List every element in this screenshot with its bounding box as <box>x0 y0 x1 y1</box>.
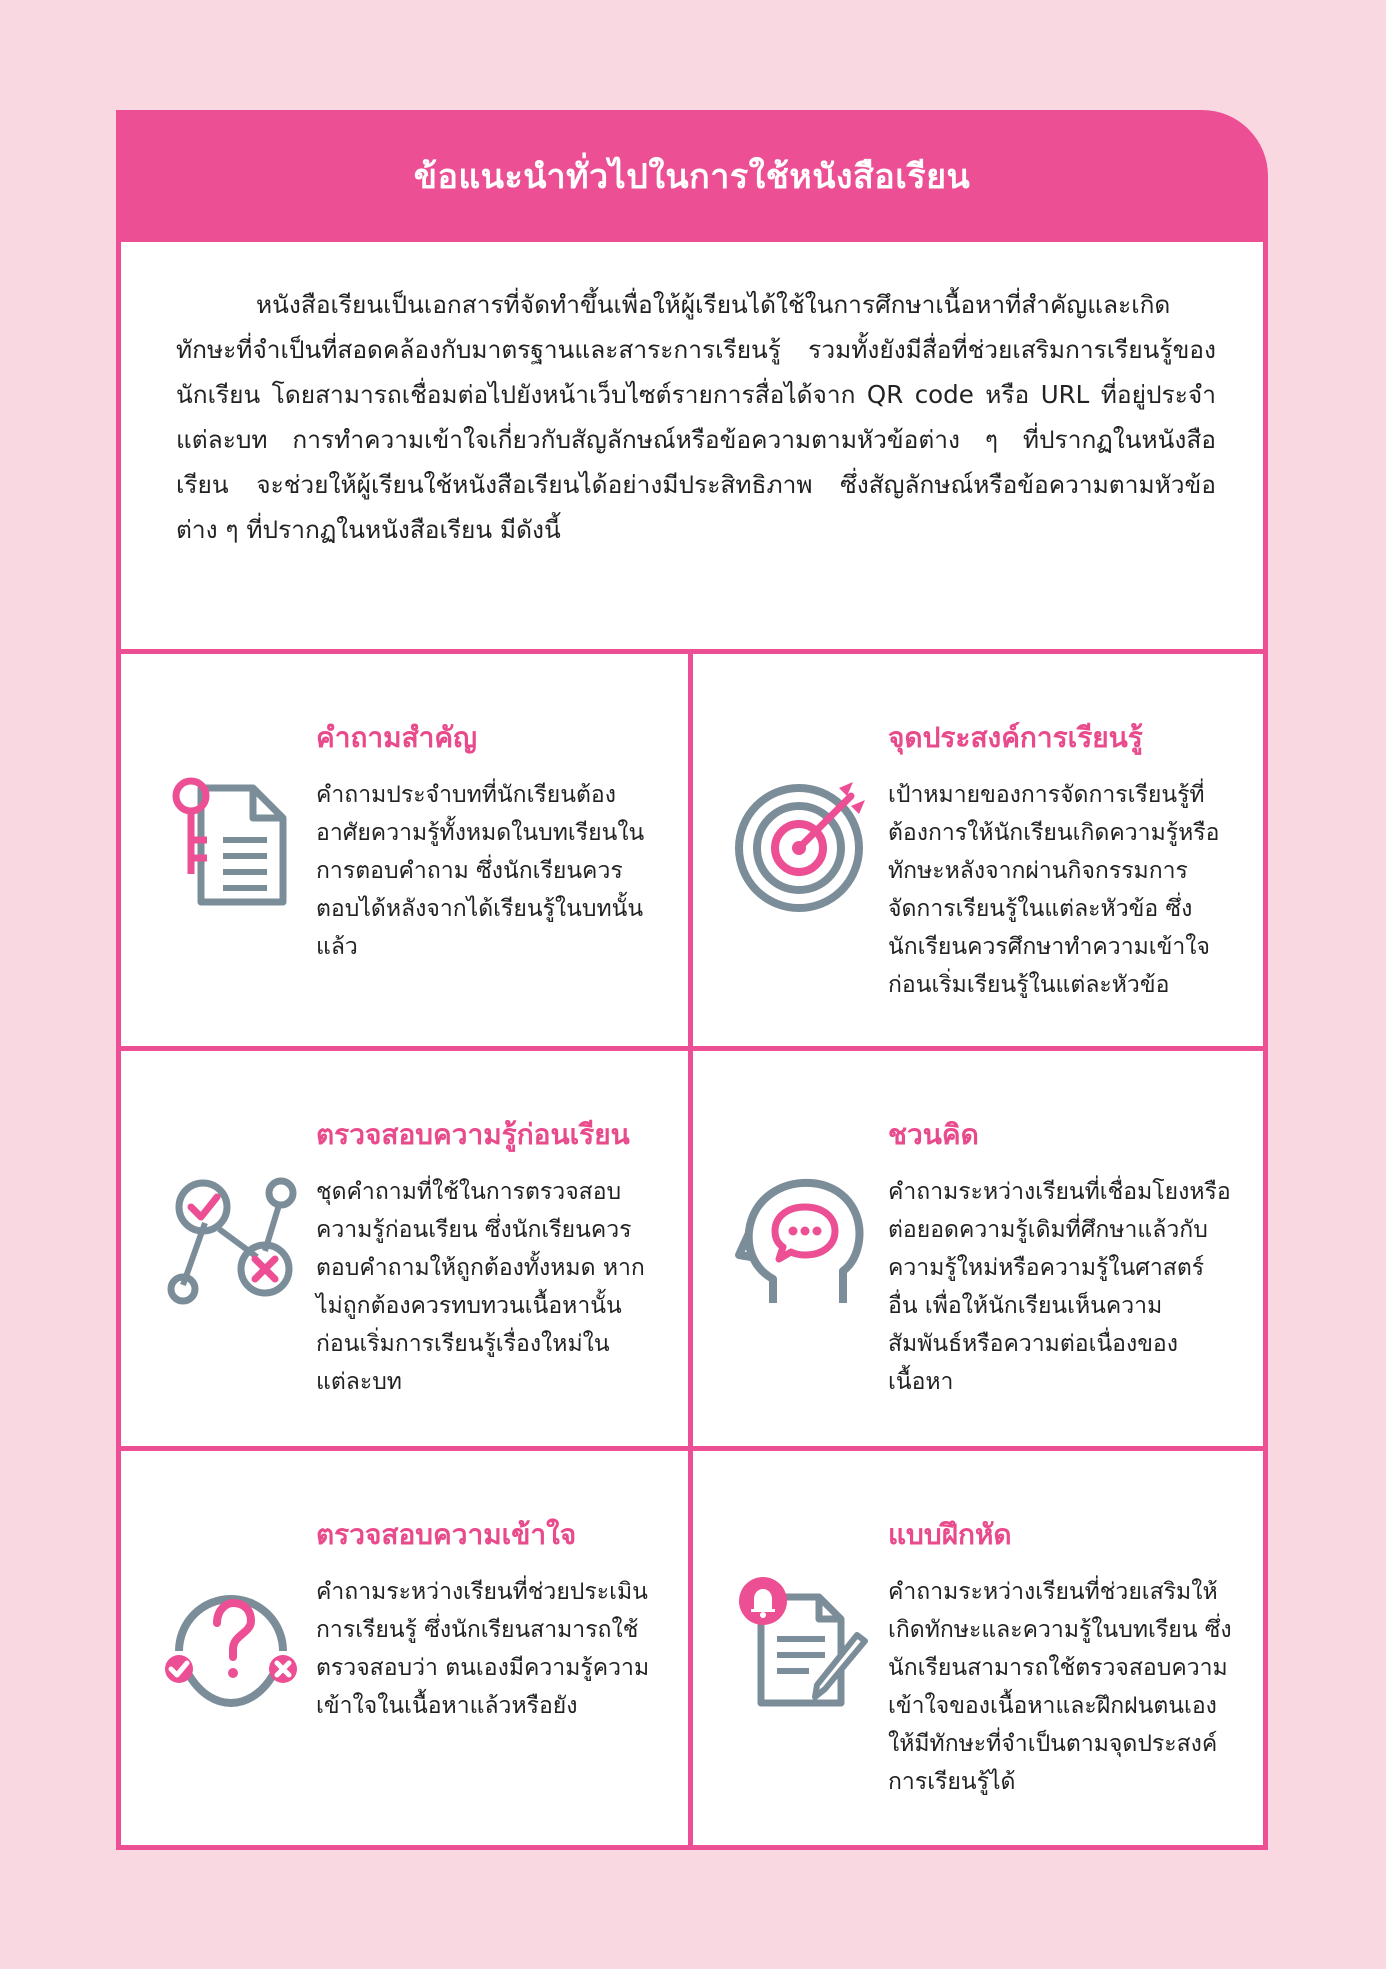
item-description: คำถามระหว่างเรียนที่เชื่อมโยงหรือต่อยอดความรู้เดิมที่ศึกษาแล้วกับความรู้ใหม่หรือความรู้ในศาสตร์อื่น เพื่อให้นักเรียนเห็นความสัมพันธ์หรือความต่อเนื่องของเนื้อหา <box>888 1179 1231 1395</box>
item-key-question <box>121 654 688 1049</box>
content-frame <box>116 242 1268 1850</box>
item-description: คำถามระหว่างเรียนที่ช่วยเสริมให้เกิดทักษะและความรู้ในบทเรียน ซึ่งนักเรียนสามารถใช้ตรวจสอบความเข้าใจของเนื้อหาและฝึกฝนตนเองให้มีทักษะที่จำเป็นตามจุดประสงค์การเรียนรู้ได้ <box>888 1579 1232 1795</box>
item-title: ชวนคิด <box>888 1118 979 1151</box>
item-title: คำถามสำคัญ <box>316 721 477 754</box>
target-arrow-icon <box>733 774 873 914</box>
guide-card <box>116 110 1268 1850</box>
item-pretest <box>121 1051 688 1446</box>
check-cross-network-icon <box>161 1171 301 1311</box>
item-exercise <box>693 1451 1260 1846</box>
item-comprehension-check <box>121 1451 688 1846</box>
item-description: คำถามประจำบทที่นักเรียนต้องอาศัยความรู้ทั้งหมดในบทเรียนในการตอบคำถาม ซึ่งนักเรียนควรตอบได้หลังจากได้เรียนรู้ในบทนั้นแล้ว <box>316 782 645 960</box>
item-description: คำถามระหว่างเรียนที่ช่วยประเมินการเรียนรู้ ซึ่งนักเรียนสามารถใช้ตรวจสอบว่า ตนเองมีความรู้ความเข้าใจในเนื้อหาแล้วหรือยัง <box>316 1579 650 1719</box>
page-title: ข้อแนะนำทั่วไปในการใช้หนังสือเรียน <box>413 157 971 197</box>
symbol-grid <box>121 649 1263 1845</box>
item-title: ตรวจสอบความรู้ก่อนเรียน <box>316 1118 630 1151</box>
header-banner <box>116 110 1268 242</box>
item-title: จุดประสงค์การเรียนรู้ <box>888 721 1143 754</box>
head-speech-bubble-icon <box>733 1171 873 1311</box>
document-pencil-bell-icon <box>733 1571 873 1711</box>
intro-text: หนังสือเรียนเป็นเอกสารที่จัดทำขึ้นเพื่อให้ผู้เรียนได้ใช้ในการศึกษาเนื้อหาที่สำคัญและเกิดทักษะที่จำเป็นที่สอดคล้องกับมาตรฐานและสาระการเรียนรู้ รวมทั้งยังมีสื่อที่ช่วยเสริมการเรียนรู้ของนักเรียน โดยสามารถเชื่อมต่อไปยังหน้าเว็บไซต์รายการสื่อได้จาก QR code หรือ URL ที่อยู่ประจำแต่ละบท การทำความเข้าใจเกี่ยวกับสัญลักษณ์หรือข้อความตามหัวข้อต่าง ๆ ที่ปรากฏในหนังสือเรียน จะช่วยให้ผู้เรียนใช้หนังสือเรียนได้อย่างมีประสิทธิภาพ ซึ่งสัญลักษณ์หรือข้อความตามหัวข้อต่าง ๆ ที่ปรากฏในหนังสือเรียน มีดังนี้ <box>176 290 1216 544</box>
item-title: ตรวจสอบความเข้าใจ <box>316 1518 577 1551</box>
key-document-icon <box>161 774 301 914</box>
item-title: แบบฝึกหัด <box>888 1518 1012 1551</box>
item-description: เป้าหมายของการจัดการเรียนรู้ที่ต้องการให้นักเรียนเกิดความรู้หรือทักษะหลังจากผ่านกิจกรรมการจัดการเรียนรู้ในแต่ละหัวข้อ ซึ่งนักเรียนควรศึกษาทำความเข้าใจก่อนเริ่มเรียนรู้ในแต่ละหัวข้อ <box>888 782 1220 998</box>
intro-paragraph <box>176 282 1216 552</box>
item-description: ชุดคำถามที่ใช้ในการตรวจสอบความรู้ก่อนเรียน ซึ่งนักเรียนควรตอบคำถามให้ถูกต้องทั้งหมด หากไม่ถูกต้องควรทบทวนเนื้อหานั้นก่อนเริ่มการเรียนรู้เรื่องใหม่ในแต่ละบท <box>316 1179 645 1395</box>
item-think <box>693 1051 1260 1446</box>
question-check-cross-icon <box>161 1571 301 1711</box>
item-learning-objective <box>693 654 1260 1049</box>
